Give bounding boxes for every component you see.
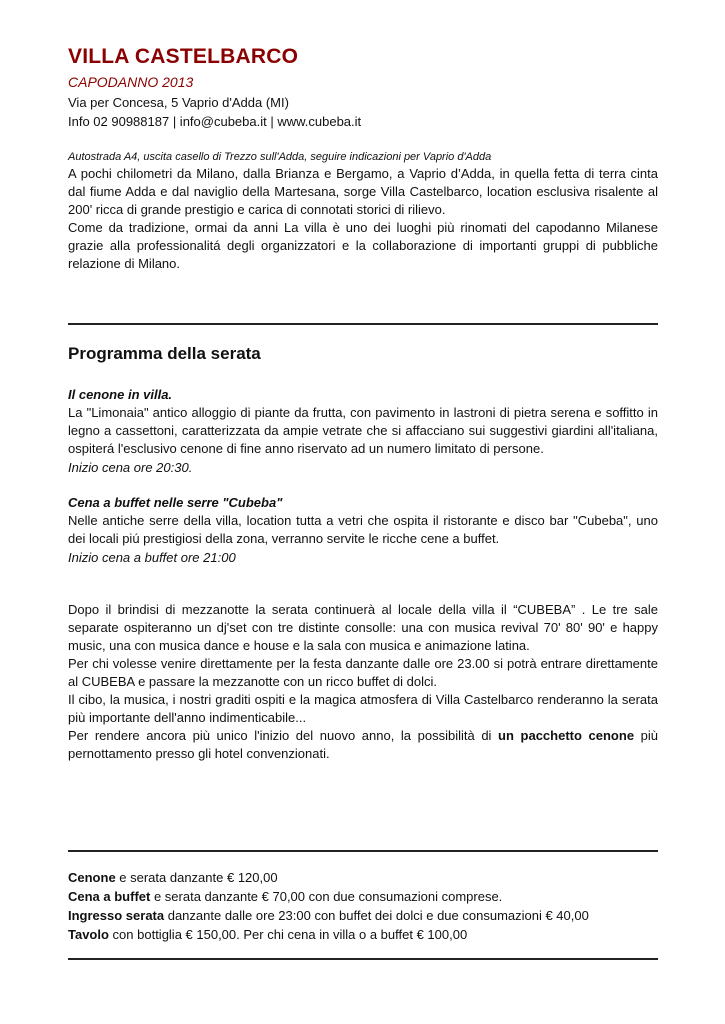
pacchetto-text-post: più pernottamento presso gli hotel convenzionati. — [68, 728, 658, 761]
price-detail: e serata danzante € 120,00 — [115, 870, 278, 885]
buffet-title: Cena a buffet nelle serre "Cubeba" — [68, 495, 283, 510]
intro-paragraph-1: A pochi chilometri da Milano, dalla Brianza e Bergamo, a Vaprio d’Adda, in quella fetta di terra cinta dal fiume Adda e dal naviglio della Martesana, sorge Villa Castelbarco, location esclusiva risalente al 200' ricca di grande prestigio e carica di connotati storici di rilievo. — [68, 166, 658, 217]
pacchetto-text-pre: Per rendere ancora più unico l'inizio del nuovo anno, la possibilità di — [68, 728, 499, 743]
price-list — [68, 868, 658, 944]
cenone-title: Il cenone in villa. — [68, 387, 173, 402]
price-label: Cenone — [68, 870, 116, 885]
price-row-buffet — [68, 887, 658, 906]
price-detail: danzante dalle ore 23:00 con buffet dei dolci e due consumazioni € 40,00 — [164, 908, 589, 923]
section-title: Programma della serata — [68, 344, 261, 363]
header — [68, 44, 658, 273]
price-label: Cena a buffet — [68, 889, 151, 904]
buffet-time: Inizio cena a buffet ore 21:00 — [68, 550, 236, 565]
divider-top — [68, 323, 658, 325]
price-detail: con bottiglia € 150,00. Per chi cena in villa o a buffet € 100,00 — [108, 927, 468, 942]
festa-paragraph: Per chi volesse venire direttamente per la festa danzante dalle ore 23.00 si potrà entrare direttamente al CUBEBA e passare la mezzanotte con un ricco buffet di dolci. — [68, 656, 658, 689]
directions: Autostrada A4, uscita casello di Trezzo sull'Adda, seguire indicazioni per Vaprio d'Adda — [68, 151, 492, 163]
event-subtitle: CAPODANNO 2013 — [68, 74, 194, 90]
cenone-text: La "Limonaia" antico alloggio di piante da frutta, con pavimento in lastroni di pietra serena e soffitto in legno a cassettoni, caratterizzata da ampie vetrate che si affacciano sui suggestivi giardini all'italiana, ospiterá l'esclusivo cenone di fine anno riservato ad un numero limitato di persone. — [68, 405, 658, 456]
pacchetto-highlight: un pacchetto cenone — [498, 728, 635, 743]
buffet-block — [68, 493, 658, 567]
contact-info: Info 02 90988187 | info@cubeba.it | www.cubeba.it — [68, 114, 362, 129]
divider-bottom — [68, 958, 658, 960]
page-title: VILLA CASTELBARCO — [68, 45, 299, 68]
pacchetto-paragraph — [68, 727, 658, 763]
price-label: Ingresso serata — [68, 908, 165, 923]
divider-middle — [68, 850, 658, 852]
price-detail: e serata danzante € 70,00 con due consumazioni comprese. — [150, 889, 503, 904]
cibo-paragraph: Il cibo, la musica, i nostri graditi ospiti e la magica atmosfera di Villa Castelbarco renderanno la serata più importante dell'anno indimenticabile... — [68, 692, 658, 725]
buffet-text: Nelle antiche serre della villa, location tutta a vetri che ospita il ristorante e disco bar "Cubeba", uno dei locali piú prestigiosi della zona, verranno servite le ricche cene a buffet. — [68, 513, 658, 546]
program-section — [68, 343, 658, 763]
address: Via per Concesa, 5 Vaprio d'Adda (MI) — [68, 95, 289, 110]
price-label: Tavolo — [68, 927, 109, 942]
price-row-tavolo — [68, 925, 658, 944]
cenone-time: Inizio cena ore 20:30. — [68, 460, 193, 475]
brindisi-paragraph: Dopo il brindisi di mezzanotte la serata continuerà al locale della villa il “CUBEBA” . Le tre sale separate ospiteranno un dj'set con tre distinte consolle: una con musica revival 70' 80' 90' e happy music, una con musica dance e house e la sala con musica e animazione latina. — [68, 602, 658, 653]
price-row-ingresso — [68, 906, 658, 925]
price-row-cenone — [68, 868, 658, 887]
cenone-block — [68, 385, 658, 477]
intro-paragraph-2: Come da tradizione, ormai da anni La villa è uno dei luoghi più rinomati del capodanno Milanese grazie alla professionalitá degli organizzatori e la collaborazione di importanti gruppi di pubbliche relazione di Milano. — [68, 220, 658, 271]
